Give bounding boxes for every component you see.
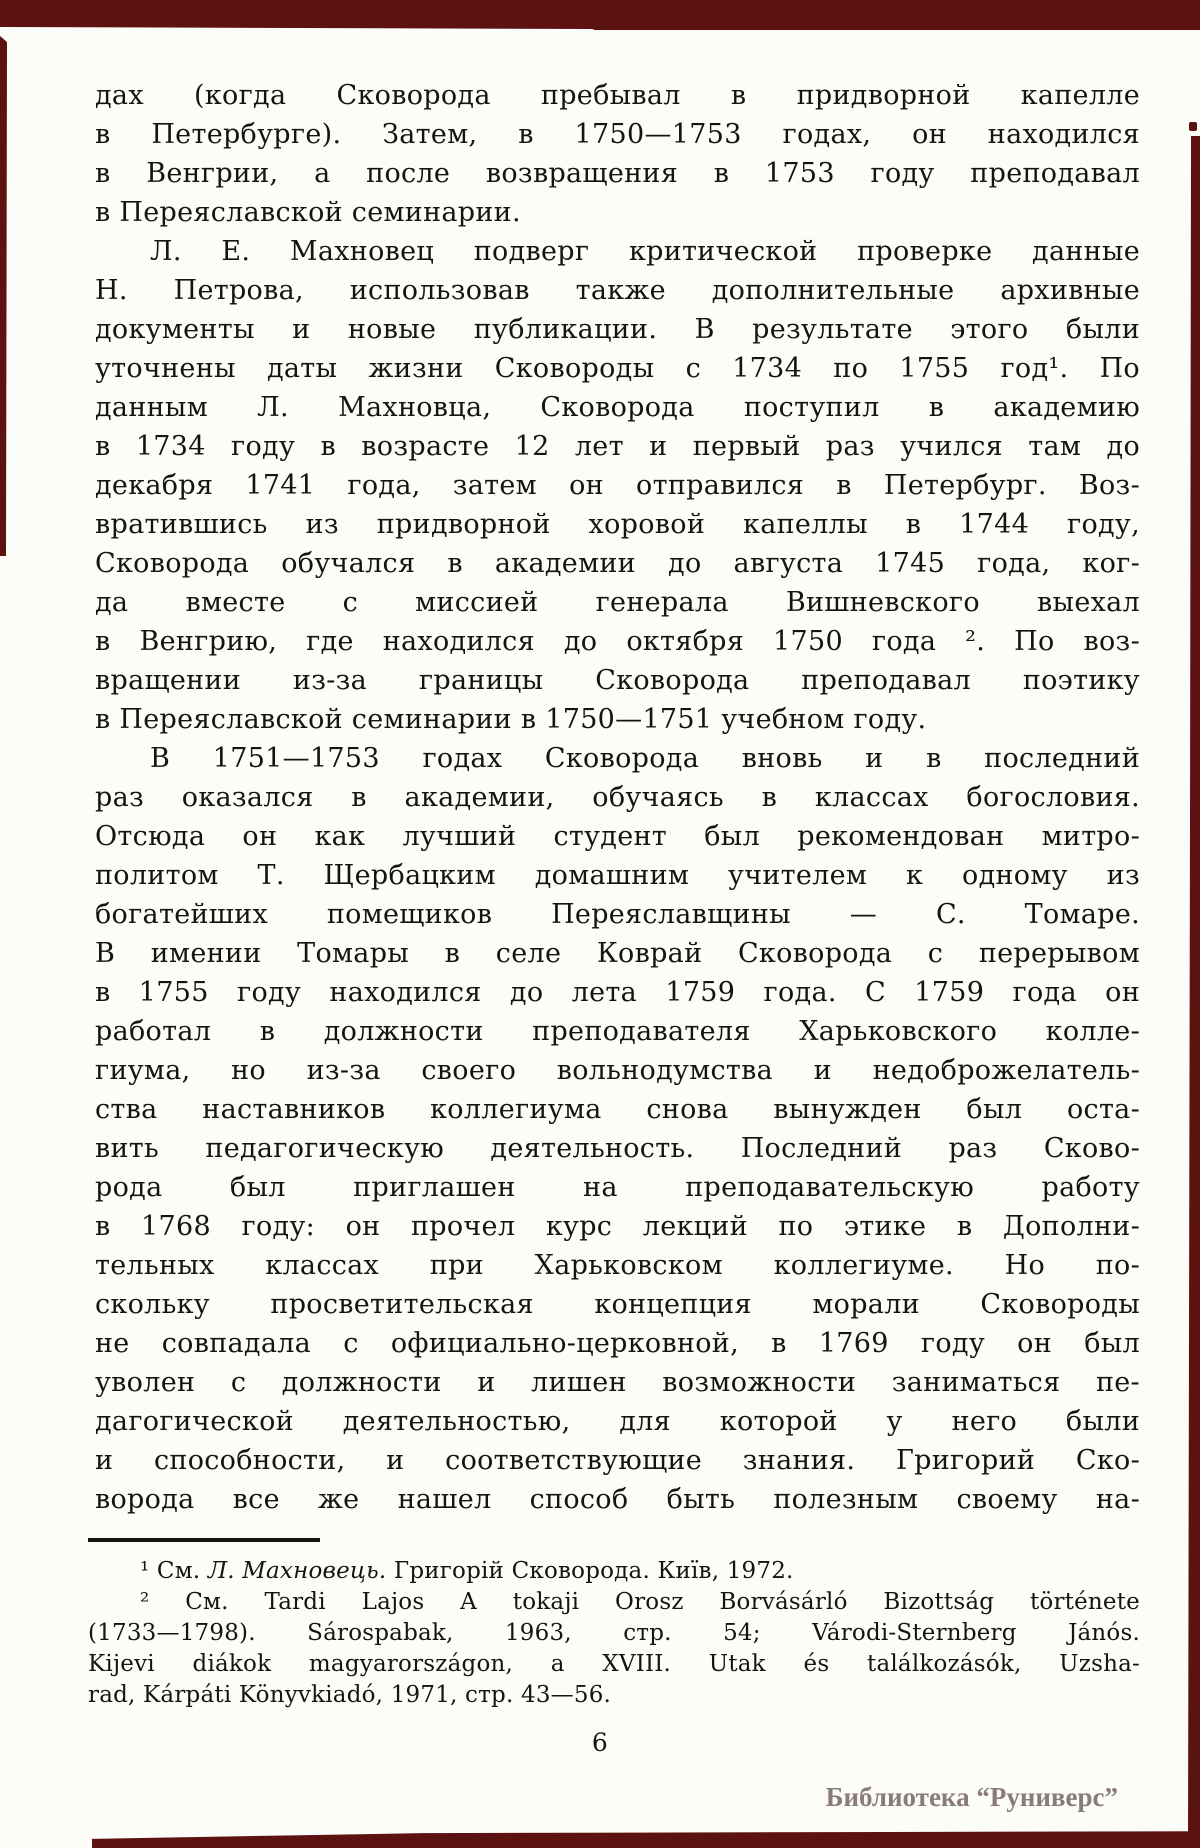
scan-edge-left <box>0 36 7 556</box>
text-line: ства наставников коллегиума снова вынужден был оста- <box>95 1094 1140 1125</box>
text-line: не совпадала с официально-церковной, в 1769 году он был <box>95 1328 1140 1359</box>
footnote-line: rad, Kárpáti Könyvkiadó, 1971, стр. 43—56. <box>88 1682 612 1708</box>
text-line: В 1751—1753 годах Сковорода вновь и в последний <box>150 743 1140 774</box>
footnotes <box>88 1556 1140 1711</box>
text-line: данным Л. Махновца, Сковорода поступил в академию <box>95 392 1140 423</box>
text-line: в Венгрию, где находился до октября 1750 года ². По воз- <box>95 626 1140 657</box>
text-line: в 1768 году: он прочел курс лекций по этике в Дополни- <box>95 1211 1140 1242</box>
text-line: дагогической деятельностью, для которой у него были <box>95 1406 1140 1437</box>
text-line: в Петербурге). Затем, в 1750—1753 годах, он находился <box>95 119 1140 150</box>
text-line: вратившись из придворной хоровой капеллы в 1744 году, <box>95 509 1140 540</box>
body-text <box>95 76 1140 1519</box>
footnote-2 <box>88 1587 1140 1711</box>
scan-edge-top <box>0 0 1200 30</box>
text-line: ворода все же нашел способ быть полезным своему на- <box>95 1484 1140 1515</box>
scan-edge-speck <box>1189 122 1197 131</box>
text-line: Л. Е. Махновец подверг критической проверке данные <box>150 236 1140 267</box>
text-line: уволен с должности и лишен возможности заниматься пе- <box>95 1367 1140 1398</box>
text-line: да вместе с миссией генерала Вишневского выехал <box>95 587 1140 618</box>
footnote-1-title: Григорій Сковорода. Київ, 1972. <box>386 1558 794 1584</box>
text-line: работал в должности преподавателя Харьковского колле- <box>95 1016 1140 1047</box>
text-line: в Переяславской семинарии. <box>95 197 521 228</box>
text-line: рода был приглашен на преподавательскую работу <box>95 1172 1140 1203</box>
text-line: гиума, но из-за своего вольнодумства и недоброжелатель- <box>95 1055 1140 1086</box>
text-line: в 1734 году в возрасте 12 лет и первый раз учился там до <box>95 431 1140 462</box>
text-line: вить педагогическую деятельность. Последний раз Сково- <box>95 1133 1140 1164</box>
text-line: Н. Петрова, использовав также дополнительные архивные <box>95 275 1140 306</box>
footnote-line: ² См. Tardi Lajos A tokaji Orosz Borvásárló Bizottság története <box>140 1589 1140 1615</box>
footnote-line: Kijevi diákok magyarországon, a XVIII. Utak és találkozásók, Uzsha- <box>88 1651 1140 1677</box>
text-line: дах (когда Сковорода пребывал в придворной капелле <box>95 80 1140 111</box>
footnote-1 <box>88 1556 1140 1587</box>
footnote-1-marker-text: ¹ См. <box>140 1558 208 1584</box>
scan-edge-right <box>1188 136 1200 1848</box>
text-line: раз оказался в академии, обучаясь в классах богословия. <box>95 782 1140 813</box>
text-line: богатейших помещиков Переяславщины — С. Томаре. <box>95 899 1140 930</box>
scan-edge-bottom <box>92 1824 1200 1848</box>
text-line: документы и новые публикации. В результате этого были <box>95 314 1140 345</box>
footnote-line: (1733—1798). Sárospabak, 1963, стр. 54; Várodi-Sternberg Jánós. <box>88 1620 1140 1646</box>
text-line: уточнены даты жизни Сковороды с 1734 по 1755 год¹. По <box>95 353 1140 384</box>
text-line: в 1755 году находился до лета 1759 года. С 1759 года он <box>95 977 1140 1008</box>
text-line: тельных классах при Харьковском коллегиуме. Но по- <box>95 1250 1140 1281</box>
text-line: в Венгрии, а после возвращения в 1753 году преподавал <box>95 158 1140 189</box>
text-line: В имении Томары в селе Коврай Сковорода с перерывом <box>95 938 1140 969</box>
text-line: в Переяславской семинарии в 1750—1751 учебном году. <box>95 704 927 735</box>
footnote-1-author: Л. Махновець. <box>207 1558 387 1584</box>
library-watermark: Библиотека “Руниверс” <box>825 1782 1118 1812</box>
text-line: Сковорода обучался в академии до августа 1745 года, ког- <box>95 548 1140 579</box>
page-number: 6 <box>591 1728 609 1757</box>
text-line: политом Т. Щербацким домашним учителем к одному из <box>95 860 1140 891</box>
text-line: декабря 1741 года, затем он отправился в Петербург. Воз- <box>95 470 1140 501</box>
text-line: вращении из-за границы Сковорода преподавал поэтику <box>95 665 1140 696</box>
footnote-separator <box>88 1538 320 1542</box>
text-line: Отсюда он как лучший студент был рекомендован митро- <box>95 821 1140 852</box>
text-line: и способности, и соответствующие знания. Григорий Ско- <box>95 1445 1140 1476</box>
text-line: скольку просветительская концепция морали Сковороды <box>95 1289 1140 1320</box>
